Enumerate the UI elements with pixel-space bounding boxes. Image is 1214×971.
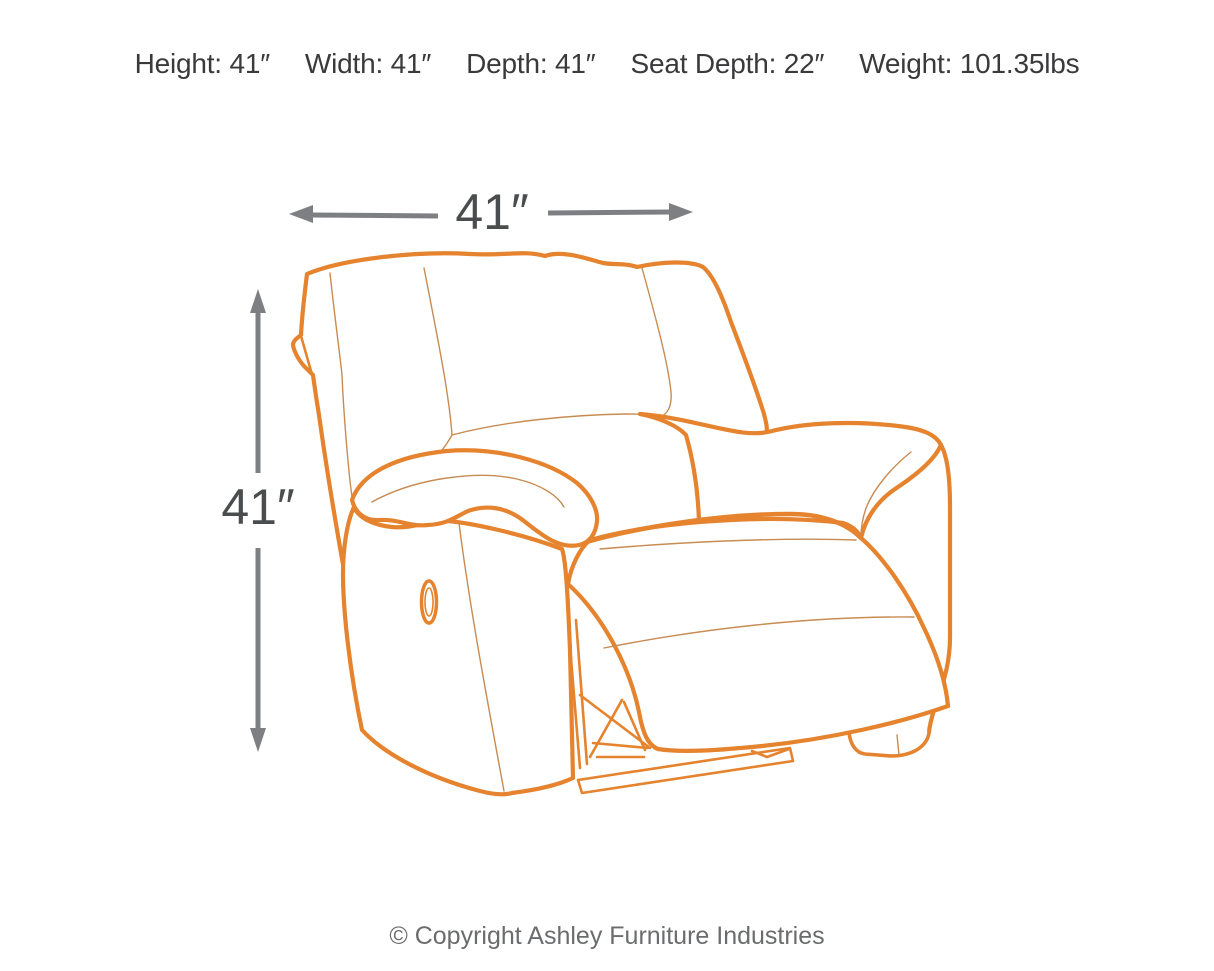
spec-width: Width: 41″ [304,48,432,79]
footrest-pad [568,519,948,751]
width-arrow [289,184,693,240]
right-foot [849,731,929,756]
copyright-notice: © Copyright Ashley Furniture Industries [389,922,825,950]
left-base-panel [343,507,573,794]
spec-height: Height: 41″ [134,48,270,79]
height-arrow [221,289,294,752]
spec-seat-depth: Seat Depth: 22″ [630,48,825,79]
height-dimension-label: 41″ [221,479,295,535]
spec-weight: Weight: 101.35lbs [859,48,1080,79]
recliner-line-art-icon [293,253,950,794]
spec-depth: Depth: 41″ [466,48,596,79]
width-dimension-label: 41″ [455,184,529,240]
power-recline-button-icon [422,581,437,623]
